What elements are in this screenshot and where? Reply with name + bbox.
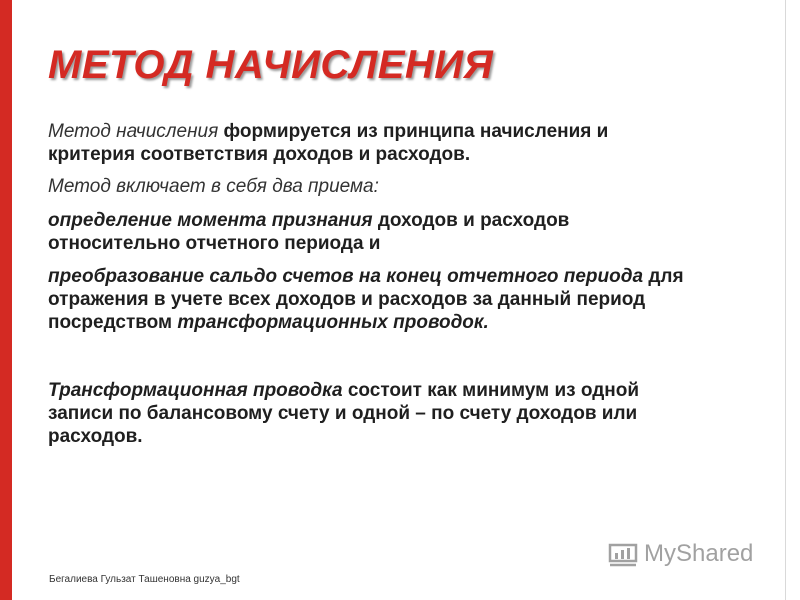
text-run: определение момента признания xyxy=(48,210,373,231)
paragraph-two-techniques xyxy=(48,175,698,198)
slide-footer: Бегалиева Гульзат Ташеновна guzya_bgt xyxy=(49,574,240,585)
paragraph-transformation-entry xyxy=(48,379,698,448)
text-run: формируется из принципа начисления и критерия соответствия доходов и расходов. xyxy=(48,121,609,165)
myshared-logo-icon xyxy=(608,539,638,569)
paragraph-technique-one xyxy=(48,209,698,255)
text-run: состоит как минимум из одной записи по балансовому счету и одной – по счету доходов или расходов. xyxy=(48,380,640,447)
myshared-watermark xyxy=(608,536,753,572)
text-run: преобразование сальдо счетов на конец отчетного периода xyxy=(48,266,644,287)
accent-bar xyxy=(0,0,12,600)
text-run: Трансформационная проводка xyxy=(48,380,343,401)
slide-edge-rule xyxy=(785,0,786,600)
paragraph-definition xyxy=(48,120,698,166)
text-run: Метод начисления xyxy=(48,121,224,142)
slide-body xyxy=(48,120,698,448)
text-run: трансформационных проводок. xyxy=(177,312,489,333)
text-run: доходов и расходов относительно отчетного периода и xyxy=(48,210,570,254)
slide-title: МЕТОД НАЧИСЛЕНИЯ xyxy=(48,43,494,87)
watermark-text: MyShared xyxy=(644,540,754,567)
paragraph-technique-two xyxy=(48,265,698,334)
text-run: для отражения в учете всех доходов и расходов за данный период посредством xyxy=(48,266,684,333)
text-run: Метод включает в себя два приема: xyxy=(48,176,379,197)
